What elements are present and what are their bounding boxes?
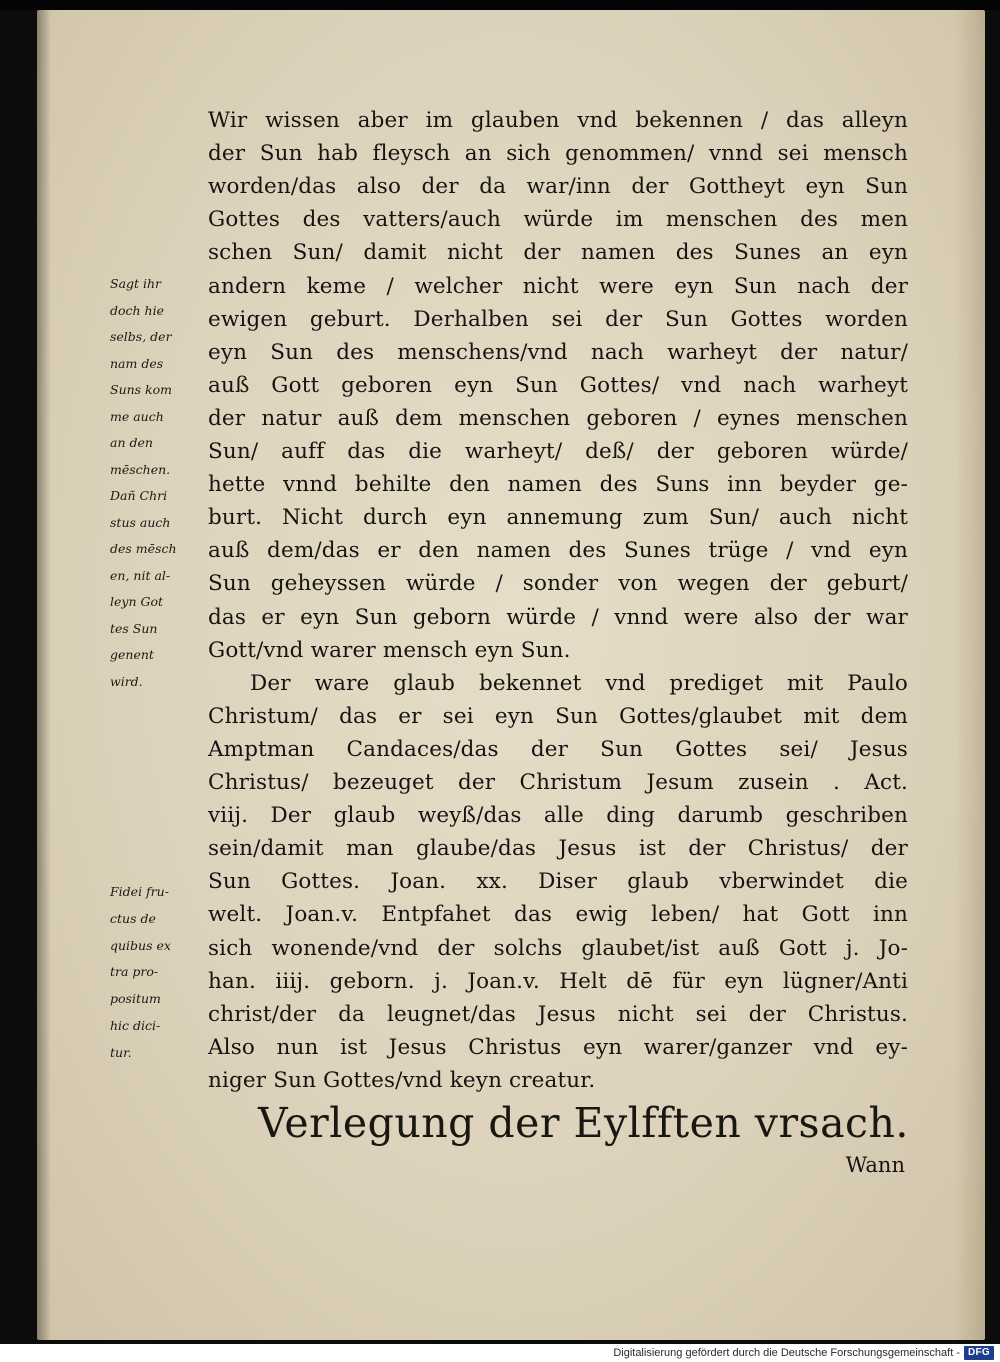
margin-note-line: tra pro- <box>110 964 159 980</box>
funding-notice: Digitalisierung gefördert durch die Deutsche Forschungsgemeinschaft - <box>613 1347 960 1359</box>
margin-note-line: quibus ex <box>110 937 171 953</box>
page-edge-shading <box>955 10 985 1340</box>
body-line: Gott/vnd warer mensch eyn Sun. <box>208 637 571 663</box>
body-line: ewigen geburt. Derhalben sei der Sun Gottes worden <box>208 306 908 332</box>
body-line: christ/der da leugnet/das Jesus nicht sei der Christus. <box>208 1001 908 1027</box>
margin-note-line: positum <box>110 991 161 1007</box>
body-line: das er eyn Sun geborn würde / vnnd were also der war <box>208 604 908 630</box>
margin-note-line: wird. <box>110 673 143 689</box>
margin-note-line: hic dici- <box>110 1018 161 1033</box>
margin-note-line: tur. <box>110 1044 132 1060</box>
body-line: Also nun ist Jesus Christus eyn warer/ganzer vnd ey- <box>208 1034 908 1060</box>
body-line: Christus/ bezeuget der Christum Jesum zusein . Act. <box>208 770 908 795</box>
body-line: sich wonende/vnd der solchs glaubet/ist auß Gott j. Jo- <box>208 935 908 961</box>
margin-note-line: leyn Got <box>110 594 164 609</box>
body-line: auß dem/das er den namen des Sunes trüge / vnd eyn <box>208 538 908 564</box>
body-line: der Sun hab fleysch an sich genommen/ vnnd sei mensch <box>208 141 908 167</box>
margin-note-line: doch hie <box>110 302 164 318</box>
dfg-logo: DFG <box>964 1346 994 1360</box>
body-line: eyn Sun des menschens/vnd nach warheyt der natur/ <box>208 339 908 365</box>
body-line: hette vnnd behilte den namen des Suns inn beyder ge- <box>208 472 908 498</box>
margin-note-line: an den <box>110 435 153 450</box>
catchword: Wann <box>845 1153 905 1177</box>
body-line: Wir wissen aber im glauben vnd bekennen / das alleyn <box>208 108 908 133</box>
margin-note-line: me auch <box>110 408 164 424</box>
margin-note-line: des mēsch <box>110 541 177 556</box>
body-line: welt. Joan.v. Entpfahet das ewig leben/ hat Gott inn <box>208 902 908 928</box>
body-line: Der ware glaub bekennet vnd prediget mit Paulo <box>250 670 908 696</box>
page-gutter-shadow <box>37 10 51 1340</box>
margin-note-line: Suns kom <box>110 382 173 397</box>
margin-note-line: mēschen. <box>110 461 171 477</box>
body-line: Gottes des vatters/auch würde im menschen des men <box>208 207 908 233</box>
body-line: worden/das also der da war/inn der Gottheyt eyn Sun <box>208 174 908 200</box>
margin-note-line: selbs, der <box>110 329 172 344</box>
body-line: Amptman Candaces/das der Sun Gottes sei/ Jesus <box>208 736 908 762</box>
margin-note-line: nam des <box>110 355 164 371</box>
margin-note-line: tes Sun <box>110 620 158 636</box>
body-line: der natur auß dem menschen geboren / eynes menschen <box>208 405 908 431</box>
section-heading: Verlegung der Eylfften vrsach. <box>258 1099 909 1147</box>
body-line: Sun/ auff das die warheyt/ deß/ der geboren würde/ <box>208 439 908 464</box>
body-line: viij. Der glaub weyß/das alle ding darumb geschriben <box>208 803 908 829</box>
margin-note-line: genent <box>110 647 154 662</box>
body-line: Sun Gottes. Joan. xx. Diser glaub vberwindet die <box>208 869 908 895</box>
margin-note-line: ctus de <box>110 910 156 926</box>
body-line: Sun geheyssen würde / sonder von wegen der geburt/ <box>208 571 908 597</box>
scan-border-top <box>0 0 1000 10</box>
body-line: andern keme / welcher nicht were eyn Sun nach der <box>208 273 908 299</box>
margin-note-line: en, nit al- <box>110 567 171 583</box>
body-line: auß Gott geboren eyn Sun Gottes/ vnd nach warheyt <box>208 372 908 398</box>
margin-note-line: Dañ Chri <box>110 488 168 503</box>
body-line: han. iiij. geborn. j. Joan.v. Helt dē für eyn lügner/Anti <box>208 968 908 994</box>
footer-bar <box>0 1344 1000 1362</box>
margin-note-line: stus auch <box>110 514 171 530</box>
body-line: schen Sun/ damit nicht der namen des Sunes an eyn <box>208 240 908 266</box>
body-line: burt. Nicht durch eyn annemung zum Sun/ auch nicht <box>208 505 908 531</box>
body-line: sein/damit man glaube/das Jesus ist der Christus/ der <box>208 836 908 862</box>
margin-note-line: Fidei fru- <box>110 884 169 899</box>
body-line: niger Sun Gottes/vnd keyn creatur. <box>208 1067 596 1093</box>
margin-note-line: Sagt ihr <box>110 276 162 291</box>
body-line: Christum/ das er sei eyn Sun Gottes/glaubet mit dem <box>208 703 908 729</box>
